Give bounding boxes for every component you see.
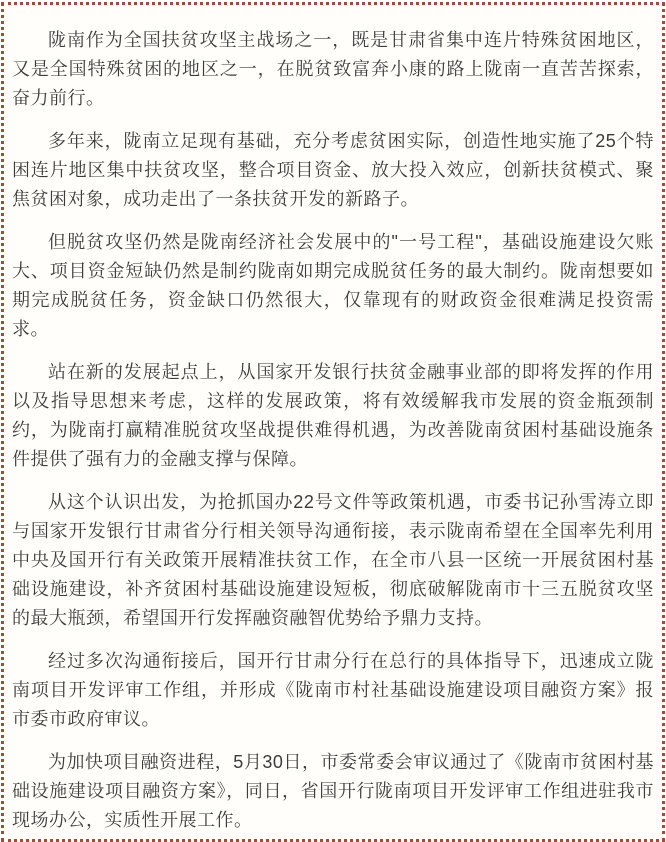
article-paragraph: 从这个认识出发，为抢抓国办22号文件等政策机遇，市委书记孙雪涛立即与国家开发银行甘肃省分行相关领导沟通衔接，表示陇南希望在全国率先利用中央及国开行有关政策开展精准扶贫工作，在全市八县一区统一开展贫困村基础设施建设，补齐贫困村基础设施建设短板，彻底破解陇南市十三五脱贫攻坚的最大瓶颈，希望国开行发挥融资融智优势给予鼎力支持。 — [12, 492, 654, 628]
article-body — [1, 2, 665, 842]
article-paragraph: 多年来，陇南立足现有基础，充分考虑贫困实际，创造性地实施了25个特困连片地区集中扶贫攻坚，整合项目资金、放大投入效应，创新扶贫模式、聚焦贫困对象，成功走出了一条扶贫开发的新路子。 — [12, 131, 654, 209]
article-paragraph: 为加快项目融资进程，5月30日，市委常委会审议通过了《陇南市贫困村基础设施建设项目融资方案》，同日，省国开行陇南项目开发评审工作组进驻我市现场办公，实质性开展工作。 — [12, 752, 654, 830]
article-paragraph: 站在新的发展起点上，从国家开发银行扶贫金融事业部的即将发挥的作用以及指导思想来考虑，这样的发展政策，将有效缓解我市发展的资金瓶颈制约，为陇南打赢精准脱贫攻坚战提供难得机遇，为改善陇南贫困村基础设施条件提供了强有力的金融支撑与保障。 — [12, 362, 654, 469]
article-paragraph: 陇南作为全国扶贫攻坚主战场之一，既是甘肃省集中连片特殊贫困地区，又是全国特殊贫困的地区之一，在脱贫致富奔小康的路上陇南一直苦苦探索，奋力前行。 — [12, 30, 654, 108]
article-paragraph: 经过多次沟通衔接后，国开行甘肃分行在总行的具体指导下，迅速成立陇南项目开发评审工作组，并形成《陇南市村社基础设施建设项目融资方案》报市委市政府审议。 — [12, 651, 654, 729]
article-paragraph: 但脱贫攻坚仍然是陇南经济社会发展中的"一号工程"，基础设施建设欠账大、项目资金短缺仍然是制约陇南如期完成脱贫任务的最大制约。陇南想要如期完成脱贫任务，资金缺口仍然很大，仅靠现有的财政资金很难满足投资需求。 — [12, 232, 654, 339]
